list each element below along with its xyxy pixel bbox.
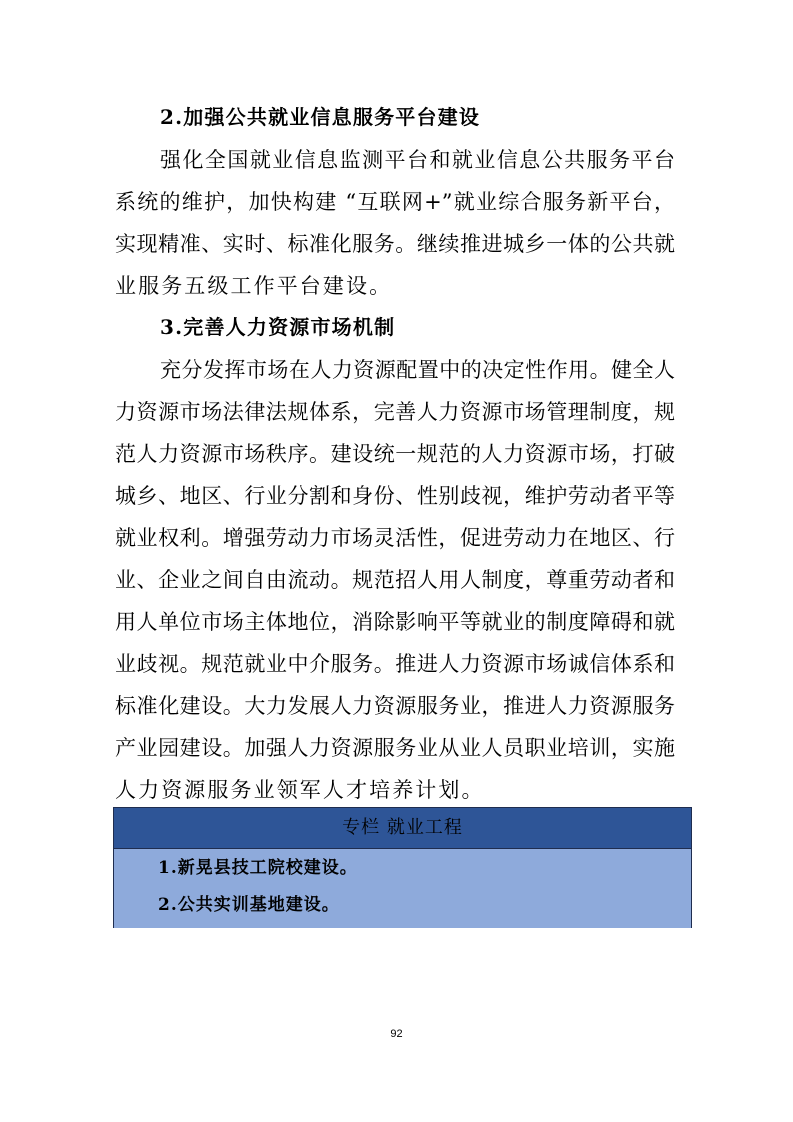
paragraph-line: 系统的维护，加快构建 “互联网+”就业综合服务新平台， bbox=[115, 190, 675, 214]
paragraph-line: 产业园建设。加强人力资源服务业从业人员职业培训，实施 bbox=[115, 736, 675, 760]
section-heading: 2.加强公共就业信息服务平台建设 bbox=[160, 105, 481, 129]
column-box-item: 1.新晃县技工院校建设。 bbox=[158, 858, 358, 878]
column-box-title: 专栏 就业工程 bbox=[114, 808, 691, 849]
paragraph-line: 标准化建设。大力发展人力资源服务业，推进人力资源服务 bbox=[115, 694, 675, 718]
page-number: 92 bbox=[390, 1028, 403, 1040]
paragraph-line: 城乡、地区、行业分割和身份、性别歧视，维护劳动者平等 bbox=[115, 484, 675, 508]
paragraph-line: 就业权利。增强劳动力市场灵活性，促进劳动力在地区、行 bbox=[115, 526, 675, 550]
paragraph-line: 业歧视。规范就业中介服务。推进人力资源市场诚信体系和 bbox=[115, 652, 675, 676]
paragraph-line: 力资源市场法律法规体系，完善人力资源市场管理制度，规 bbox=[115, 400, 675, 424]
paragraph-line: 用人单位市场主体地位，消除影响平等就业的制度障碍和就 bbox=[115, 610, 675, 634]
section-heading: 3.完善人力资源市场机制 bbox=[160, 315, 396, 339]
column-box-body bbox=[114, 849, 691, 928]
column-box-item: 2.公共实训基地建设。 bbox=[158, 895, 340, 915]
paragraph-line: 业、企业之间自由流动。规范招人用人制度，尊重劳动者和 bbox=[115, 568, 675, 592]
paragraph-line: 人力资源服务业领军人才培养计划。 bbox=[115, 778, 485, 802]
paragraph-line: 充分发挥市场在人力资源配置中的决定性作用。健全人 bbox=[160, 358, 675, 382]
column-box bbox=[113, 807, 692, 928]
paragraph-line: 范人力资源市场秩序。建设统一规范的人力资源市场，打破 bbox=[115, 442, 675, 466]
paragraph-line: 实现精准、实时、标准化服务。继续推进城乡一体的公共就 bbox=[115, 232, 675, 256]
paragraph-line: 业服务五级工作平台建设。 bbox=[115, 274, 393, 298]
paragraph-line: 强化全国就业信息监测平台和就业信息公共服务平台 bbox=[160, 148, 675, 172]
